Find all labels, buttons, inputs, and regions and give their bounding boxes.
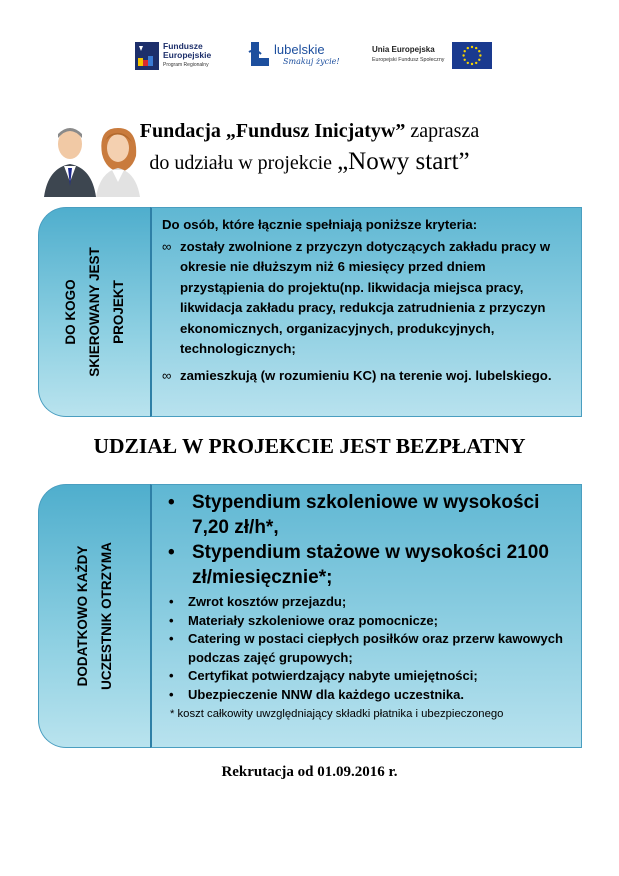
benefit-text: Zwrot kosztów przejazdu; (188, 594, 347, 609)
ue-title: Unia Europejska (372, 45, 435, 54)
bullet-icon: • (169, 686, 174, 702)
benefit-text: Certyfikat potwierdzający nabyte umiejętności; (188, 668, 478, 683)
target-group-tab (38, 207, 150, 417)
footnote: * koszt całkowity uwzględniający składki płatnika i ubezpieczonego (170, 708, 504, 720)
header-line1 (0, 120, 619, 143)
benefit-item (168, 612, 571, 631)
target-group-tab-label (59, 247, 131, 377)
benefit-text: Catering w postaci ciepłych posiłków oraz przerw kawowych podczas zajęć grupowych; (188, 631, 563, 665)
benefit-text: Stypendium szkoleniowe w wysokości 7,20 zł/h*, (192, 492, 540, 538)
bullet-icon: • (169, 612, 174, 628)
tab-line2: UCZESTNIK OTRZYMA (99, 542, 114, 690)
benefits-tab-label (71, 542, 119, 690)
benefit-text: Ubezpieczenie NNW dla każdego uczestnika. (188, 686, 464, 702)
criteria-item (162, 237, 571, 360)
recruitment-date: Rekrutacja od 01.09.2016 r. (221, 764, 398, 780)
benefit-text: Stypendium stażowe w wysokości 2100 zł/miesięcznie*; (192, 542, 549, 588)
target-group-body (150, 207, 582, 417)
free-banner: UDZIAŁ W PROJEKCIE JEST BEZPŁATNY (93, 434, 526, 458)
lubelskie-slogan: Smakuj życie! (283, 57, 340, 66)
infinity-bullet-icon: ∞ (162, 367, 172, 383)
benefit-big-item (168, 490, 571, 540)
lubelskie-logo (247, 40, 347, 74)
invite-text: zaprasza (410, 120, 480, 142)
target-group-panel (38, 207, 582, 417)
tab-line1: DODATKOWO KAŻDY (75, 545, 90, 687)
benefits-panel (38, 484, 582, 748)
infinity-bullet-icon: ∞ (162, 238, 172, 254)
benefit-item (168, 593, 571, 612)
lubelskie-mark-icon (247, 40, 271, 70)
tab-line2: SKIEROWANY JEST (87, 247, 102, 377)
fundusze-europejskie-mark-icon (135, 42, 159, 70)
benefits-tab (38, 484, 150, 748)
bullet-icon: • (169, 668, 174, 683)
project-name: „Nowy start” (337, 148, 470, 175)
bullet-icon: • (168, 542, 175, 563)
criteria-intro: Do osób, które łącznie spełniają poniższe kryteria: (162, 217, 478, 232)
invite-prefix: do udziału w projekcie (149, 152, 333, 174)
ue-logo (372, 42, 492, 74)
criteria-text: zostały zwolnione z przyczyn dotyczących zakładu pracy w okresie nie dłuższym niż 6 miesięcy przed dniem przystąpienia do projektu(np. likwidacja miejsca pracy, likwidacja zakładu pracy, redukcja zatrudnienia z przyczyn ekonomicznych, organizacyjnych, produkcyjnych, technologicznych; (180, 238, 551, 356)
bullet-icon: • (168, 492, 175, 513)
benefit-text: Materiały szkoleniowe oraz pomocnicze; (188, 612, 438, 628)
header-line2 (0, 148, 619, 176)
tab-line3: PROJEKT (111, 280, 126, 344)
logo-strip (0, 38, 619, 78)
benefit-big-item (168, 540, 571, 590)
tab-line1: DO KOGO (63, 279, 78, 345)
fe-line2: Europejskie (163, 50, 212, 60)
fe-line1: Fundusze (163, 41, 203, 51)
eu-flag-icon (452, 42, 492, 69)
criteria-text: zamieszkują (w rozumieniu KC) na terenie woj. lubelskiego. (180, 367, 552, 383)
bullet-icon: • (169, 631, 174, 646)
criteria-item (162, 366, 571, 387)
fundusze-europejskie-logo (135, 40, 230, 74)
bullet-icon: • (169, 594, 174, 609)
benefit-item (168, 686, 571, 705)
ue-sub: Europejski Fundusz Społeczny (372, 57, 445, 63)
lubelskie-name: lubelskie (274, 42, 325, 57)
benefit-item (168, 630, 571, 667)
benefit-item (168, 667, 571, 686)
org-name: Fundacja „Fundusz Inicjatyw” (139, 120, 406, 142)
benefits-body (150, 484, 582, 748)
fe-sub: Program Regionalny (163, 62, 209, 68)
